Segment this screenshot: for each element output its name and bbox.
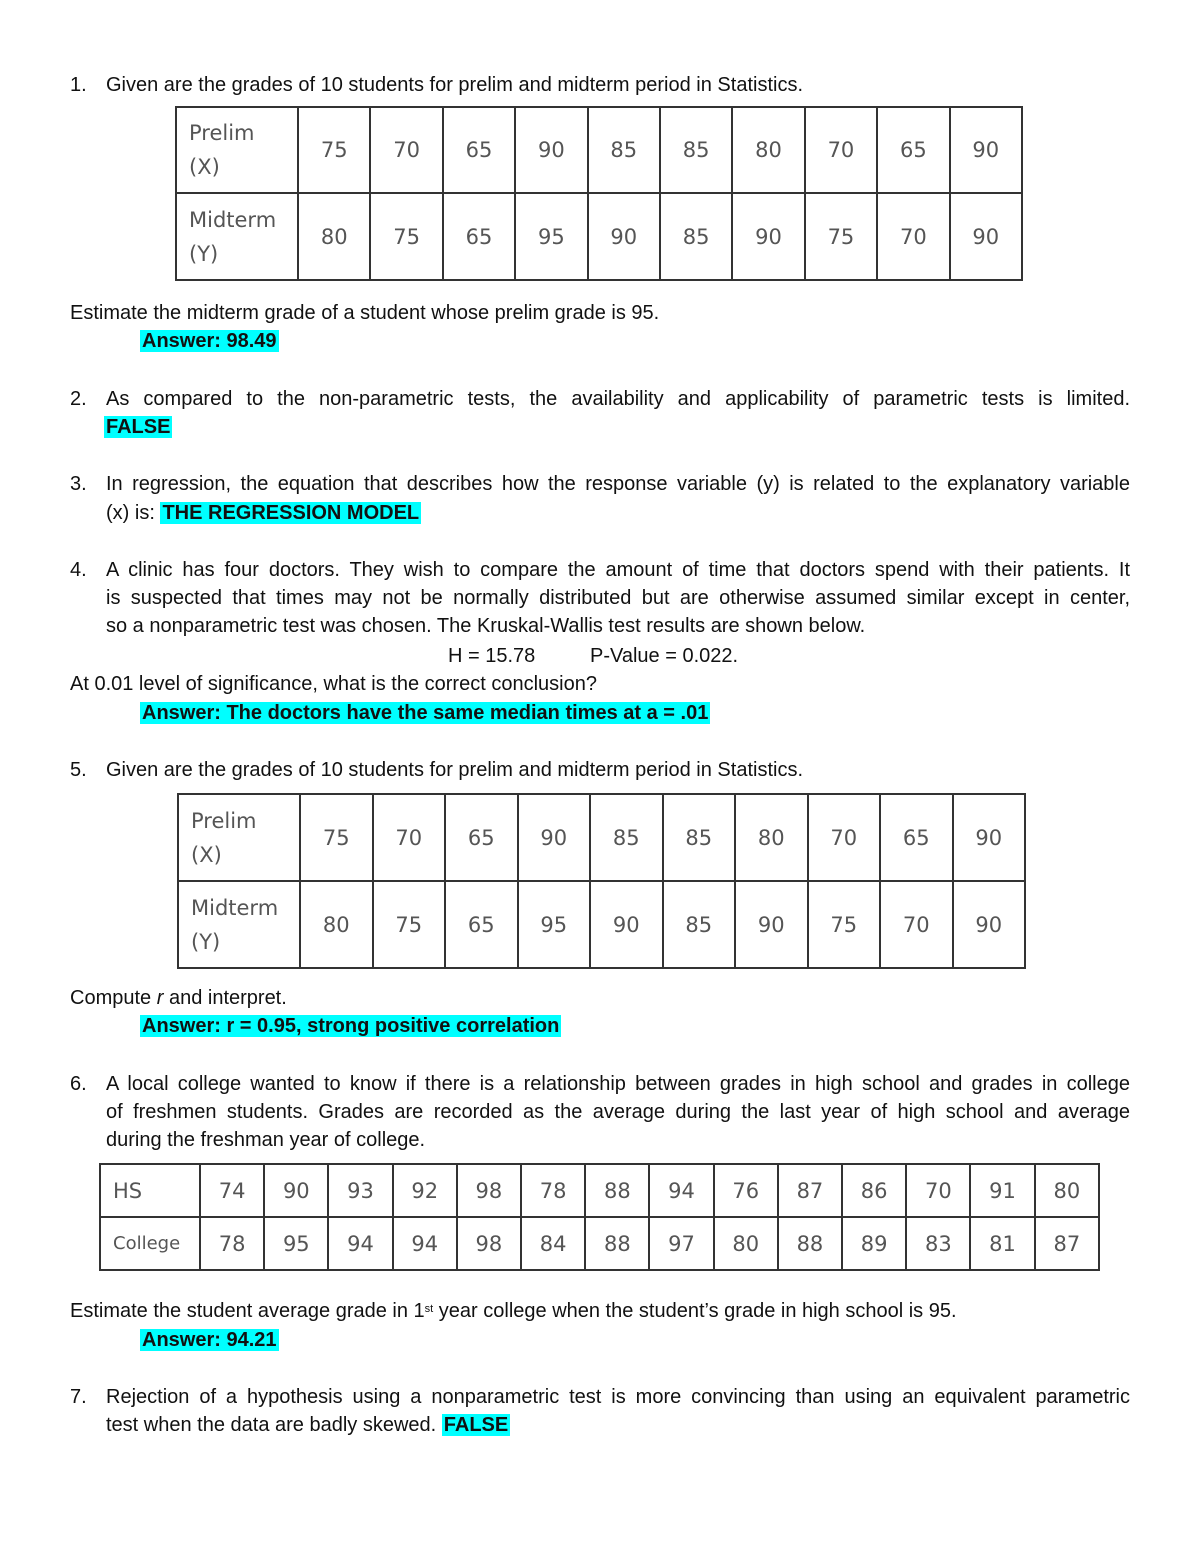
q1-number: 1. [70, 74, 87, 96]
q4-number: 4. [70, 559, 87, 581]
q1-prelim-label-b: (X) [189, 155, 220, 179]
q6-number: 6. [70, 1073, 87, 1095]
q6-college-cell: 88 [585, 1217, 649, 1270]
q5-x-cell: 90 [518, 794, 591, 881]
q1-prelim-row [176, 107, 1022, 193]
q6-hs-cell: 74 [200, 1164, 264, 1217]
q5-midterm-label-a: Midterm [191, 895, 279, 920]
q5-prelim-row [178, 794, 1025, 881]
q6-hs-label: HS [100, 1164, 200, 1217]
q1-x-cell: 85 [660, 107, 732, 193]
q1-y-cell: 90 [950, 193, 1022, 280]
q5-prompt: Given are the grades of 10 students for prelim and midterm period in Statistics. [106, 759, 804, 781]
q5-x-cell: 75 [300, 794, 373, 881]
q4-line2: is suspected that times may not be normally distributed but are otherwise assumed similar except in center, [106, 587, 1130, 609]
q6-hs-cell: 78 [521, 1164, 585, 1217]
q6-hs-cell: 76 [714, 1164, 778, 1217]
q5-midterm-label [178, 881, 300, 968]
q5-y-cell: 80 [300, 881, 373, 968]
q1-y-cell: 95 [515, 193, 587, 280]
q6-college-row [100, 1217, 1099, 1270]
q1-y-cell: 75 [805, 193, 877, 280]
q4-question: At 0.01 level of significance, what is the correct conclusion? [70, 673, 597, 695]
q5-question-post: and interpret. [163, 987, 287, 1009]
q1-midterm-row [176, 193, 1022, 280]
q3-number: 3. [70, 473, 87, 495]
q6-hs-cell: 93 [328, 1164, 392, 1217]
q5-number: 5. [70, 759, 87, 781]
q7-number: 7. [70, 1386, 87, 1408]
q3-text-line1: In regression, the equation that describes how the response variable (y) is related to the explanatory variable [106, 473, 1130, 495]
q6-college-cell: 94 [328, 1217, 392, 1270]
q5-y-cell: 75 [373, 881, 446, 968]
q4-h-value: H = 15.78 [448, 645, 536, 667]
q1-x-cell: 75 [298, 107, 370, 193]
q1-x-cell: 65 [443, 107, 515, 193]
q6-grades-table [99, 1163, 1100, 1271]
q1-y-cell: 90 [588, 193, 660, 280]
q6-college-cell: 89 [842, 1217, 906, 1270]
q6-college-cell: 95 [264, 1217, 328, 1270]
q5-prelim-label-b: (X) [191, 842, 222, 867]
q6-college-cell: 88 [778, 1217, 842, 1270]
q5-x-cell: 90 [953, 794, 1026, 881]
q6-college-label: College [100, 1217, 200, 1270]
q6-line2: of freshmen students. Grades are recorded as the average during the last year of high school and average [106, 1101, 1130, 1123]
q4-line3: so a nonparametric test was chosen. The Kruskal-Wallis test results are shown below. [106, 615, 866, 637]
q6-line3: during the freshman year of college. [106, 1129, 426, 1151]
q5-grades-table [177, 793, 1026, 969]
q1-x-cell: 65 [877, 107, 949, 193]
q5-y-cell: 65 [445, 881, 518, 968]
q3-answer: THE REGRESSION MODEL [162, 502, 420, 524]
q1-y-cell: 65 [443, 193, 515, 280]
q1-x-cell: 90 [950, 107, 1022, 193]
q5-x-cell: 85 [663, 794, 736, 881]
q5-y-cell: 70 [880, 881, 953, 968]
q6-college-cell: 87 [1035, 1217, 1099, 1270]
q4-line1: A clinic has four doctors. They wish to compare the amount of time that doctors spend with their patients. It [106, 559, 1130, 581]
q6-hs-cell: 86 [842, 1164, 906, 1217]
q5-prelim-label [178, 794, 300, 881]
q6-hs-cell: 98 [457, 1164, 521, 1217]
q5-answer: Answer: r = 0.95, strong positive correlation [142, 1015, 560, 1037]
q5-x-cell: 70 [373, 794, 446, 881]
q1-x-cell: 70 [805, 107, 877, 193]
q6-college-cell: 78 [200, 1217, 264, 1270]
q6-hs-cell: 92 [393, 1164, 457, 1217]
q1-y-cell: 80 [298, 193, 370, 280]
q1-y-cell: 85 [660, 193, 732, 280]
q5-y-cell: 85 [663, 881, 736, 968]
q6-hs-cell: 91 [970, 1164, 1034, 1217]
q1-y-cell: 70 [877, 193, 949, 280]
q7-line2: test when the data are badly skewed. [106, 1414, 437, 1436]
q6-question-post: year college when the student’s grade in high school is 95. [433, 1300, 957, 1322]
q6-college-cell: 84 [521, 1217, 585, 1270]
q5-y-cell: 75 [808, 881, 881, 968]
q5-question [70, 984, 287, 1012]
q5-y-cell: 90 [735, 881, 808, 968]
q5-x-cell: 70 [808, 794, 881, 881]
q1-answer: Answer: 98.49 [142, 330, 277, 352]
q1-grades-table [175, 106, 1023, 281]
q1-x-cell: 80 [732, 107, 804, 193]
q6-college-cell: 98 [457, 1217, 521, 1270]
q4-p-value: P-Value = 0.022. [590, 645, 739, 667]
q6-hs-cell: 88 [585, 1164, 649, 1217]
q6-hs-cell: 70 [906, 1164, 970, 1217]
q6-question-sup: st [424, 1303, 434, 1315]
q6-question-pre: Estimate the student average grade in 1 [70, 1300, 425, 1322]
q1-midterm-label [176, 193, 298, 280]
q3-text-line2: (x) is: [106, 502, 155, 524]
q1-y-cell: 75 [370, 193, 442, 280]
q5-midterm-label-b: (Y) [191, 929, 221, 954]
q5-x-cell: 65 [880, 794, 953, 881]
q5-midterm-row [178, 881, 1025, 968]
q6-college-cell: 80 [714, 1217, 778, 1270]
q1-prompt: Given are the grades of 10 students for prelim and midterm period in Statistics. [106, 74, 804, 96]
q6-hs-row [100, 1164, 1099, 1217]
q6-hs-cell: 87 [778, 1164, 842, 1217]
q1-x-cell: 85 [588, 107, 660, 193]
q5-x-cell: 85 [590, 794, 663, 881]
q6-hs-cell: 80 [1035, 1164, 1099, 1217]
q5-x-cell: 65 [445, 794, 518, 881]
q4-answer: Answer: The doctors have the same median times at a = .01 [142, 702, 709, 724]
q5-x-cell: 80 [735, 794, 808, 881]
q7-line1: Rejection of a hypothesis using a nonparametric test is more convincing than using an equivalent parametric [106, 1386, 1130, 1408]
q6-hs-cell: 94 [649, 1164, 713, 1217]
q1-x-cell: 90 [515, 107, 587, 193]
q5-y-cell: 95 [518, 881, 591, 968]
q1-midterm-label-a: Midterm [189, 207, 277, 232]
q5-question-pre: Compute [70, 987, 157, 1009]
q6-college-cell: 97 [649, 1217, 713, 1270]
q1-x-cell: 70 [370, 107, 442, 193]
q2-text: As compared to the non-parametric tests, the availability and applicability of parametric tests is limited. [106, 388, 1130, 410]
q6-college-cell: 83 [906, 1217, 970, 1270]
q6-question [70, 1297, 957, 1325]
q1-y-cell: 90 [732, 193, 804, 280]
q6-college-cell: 81 [970, 1217, 1034, 1270]
q7-answer: FALSE [443, 1414, 509, 1436]
q2-answer: FALSE [106, 416, 171, 438]
q1-question: Estimate the midterm grade of a student whose prelim grade is 95. [70, 302, 660, 324]
q6-answer: Answer: 94.21 [142, 1329, 277, 1351]
q5-question-var: r [156, 987, 164, 1009]
q1-prelim-label [176, 107, 298, 193]
q6-line1: A local college wanted to know if there is a relationship between grades in high school and grades in college [106, 1073, 1130, 1095]
q6-hs-cell: 90 [264, 1164, 328, 1217]
q5-y-cell: 90 [953, 881, 1026, 968]
q2-number: 2. [70, 388, 87, 410]
q1-midterm-label-b: (Y) [189, 241, 219, 266]
q6-college-cell: 94 [393, 1217, 457, 1270]
q5-prelim-label-a: Prelim [191, 808, 257, 833]
q1-prelim-label-a: Prelim [189, 121, 255, 145]
q5-y-cell: 90 [590, 881, 663, 968]
